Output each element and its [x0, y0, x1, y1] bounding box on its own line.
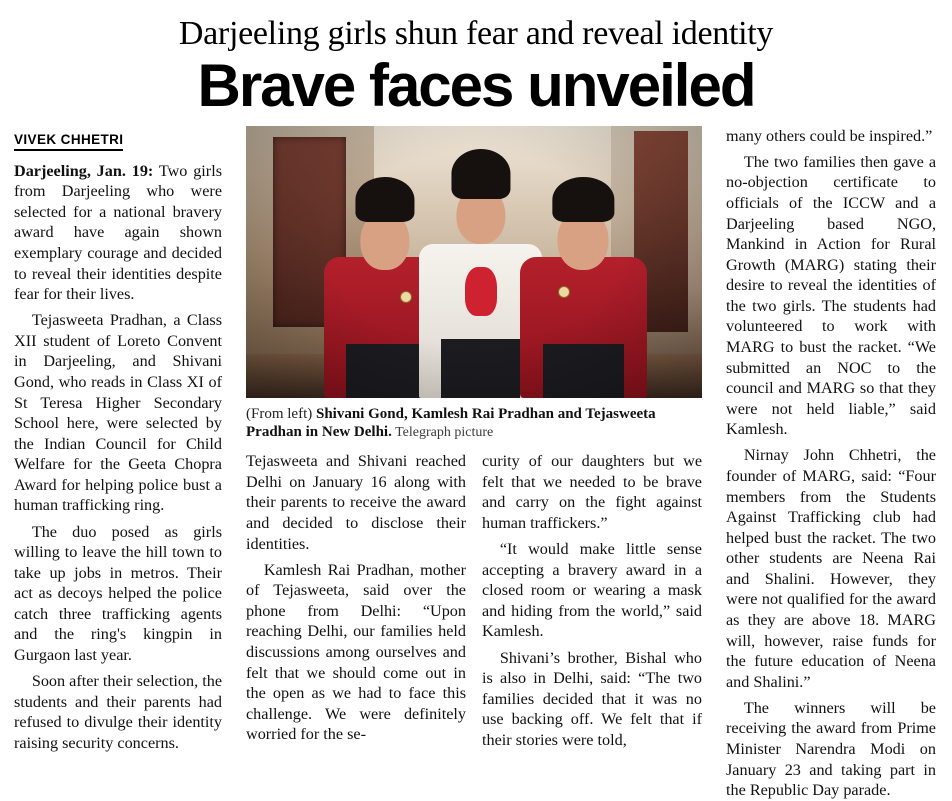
byline: VIVEK CHHETRI: [14, 132, 123, 151]
paragraph: many others could be inspired.”: [726, 126, 933, 145]
column-three: [482, 451, 702, 756]
news-photo: [246, 126, 702, 398]
photo-caption: [246, 405, 702, 442]
paragraph: Soon after their selection, the students and their parents had refused to divulge their identity raising security concerns.: [14, 672, 222, 752]
column-two: [246, 451, 466, 756]
paragraph: Tejasweeta Pradhan, a Class XII student of Loreto Convent in Darjeeling, and Shivani Gond, who reads in Class XI of St Teresa Higher Secondary School here, were selected by the Indian Council for Child Welfare for the Geeta Chopra Award for helping police bust a human trafficking ring.: [14, 311, 222, 515]
column-one: [14, 126, 236, 752]
paragraph: Shivani’s brother, Bishal who is also in Delhi, said: “The two families decided that it was no use backing off. We felt that if their stories were told,: [482, 648, 702, 749]
photo-vignette: [246, 126, 702, 398]
dateline: Darjeeling, Jan. 19:: [14, 161, 154, 180]
paragraph: The duo posed as girls willing to leave the hill town to take up jobs in metros. Their act as decoys helped the police catch three trafficking agents and the ring's kingpin in Gurgaon last year.: [14, 522, 222, 664]
caption-names: Shivani Gond, Kamlesh Rai Pradhan and Tejasweeta Pradhan in New Delhi.: [246, 405, 656, 440]
column-middle: [236, 126, 712, 749]
article-columns: [14, 126, 938, 800]
main-headline: Brave faces unveiled: [197, 51, 755, 119]
paragraph: The two families then gave a no-objection certificate to officials of the ICCW and a Darjeeling based NGO, Mankind in Action for Rural Growth (MARG) stating their desire to reveal the identities of the two girls. The students had volunteered to work with MARG to bust the racket. “We submitted an NOC to the council and MARG so that they were not held liable,” said Kamlesh.: [726, 152, 936, 439]
paragraph: Nirnay John Chhetri, the founder of MARG, said: “Four members from the Students Against Trafficking club had helped bust the racket. The two other students are Neena Rai and Shalini. However, they were not qualified for the award as they are above 18. MARG will, however, raise funds for the future education of Neena and Shalini.”: [726, 446, 936, 691]
caption-credit: Telegraph picture: [391, 424, 494, 440]
paragraph: The winners will be receiving the award from Prime Minister Narendra Modi on January 23 and taking part in the Republic Day parade.: [726, 698, 936, 800]
kicker-headline: Darjeeling girls shun fear and reveal identity: [178, 15, 774, 52]
column-four: [712, 126, 936, 800]
paragraph: Kamlesh Rai Pradhan, mother of Tejasweeta, said over the phone from Delhi: “Upon reaching Delhi, our families held discussions among ourselves and felt that we should come out in the open as we had to face this challenge. We were definitely worried for the se-: [246, 560, 466, 744]
paragraph: “It would make little sense accepting a bravery award in a closed room or wearing a mask and hiding from the world,” said Kamlesh.: [482, 540, 702, 641]
paragraph: Tejasweeta and Shivani reached Delhi on January 16 along with their parents to receive the award and decided to disclose their identities.: [246, 452, 466, 553]
paragraph: curity of our daughters but we felt that we needed to be brave and carry on the fight against human traffickers.”: [482, 452, 702, 532]
paragraph: [14, 161, 222, 305]
paragraph-text: Two girls from Darjeeling who were selected for a national bravery award have again shown exemplary courage and decided to reveal their identities despite fear for their lives.: [14, 161, 222, 304]
photo-container: [246, 126, 702, 442]
caption-prefix: (From left): [246, 405, 316, 422]
middle-text-columns: [246, 451, 702, 756]
